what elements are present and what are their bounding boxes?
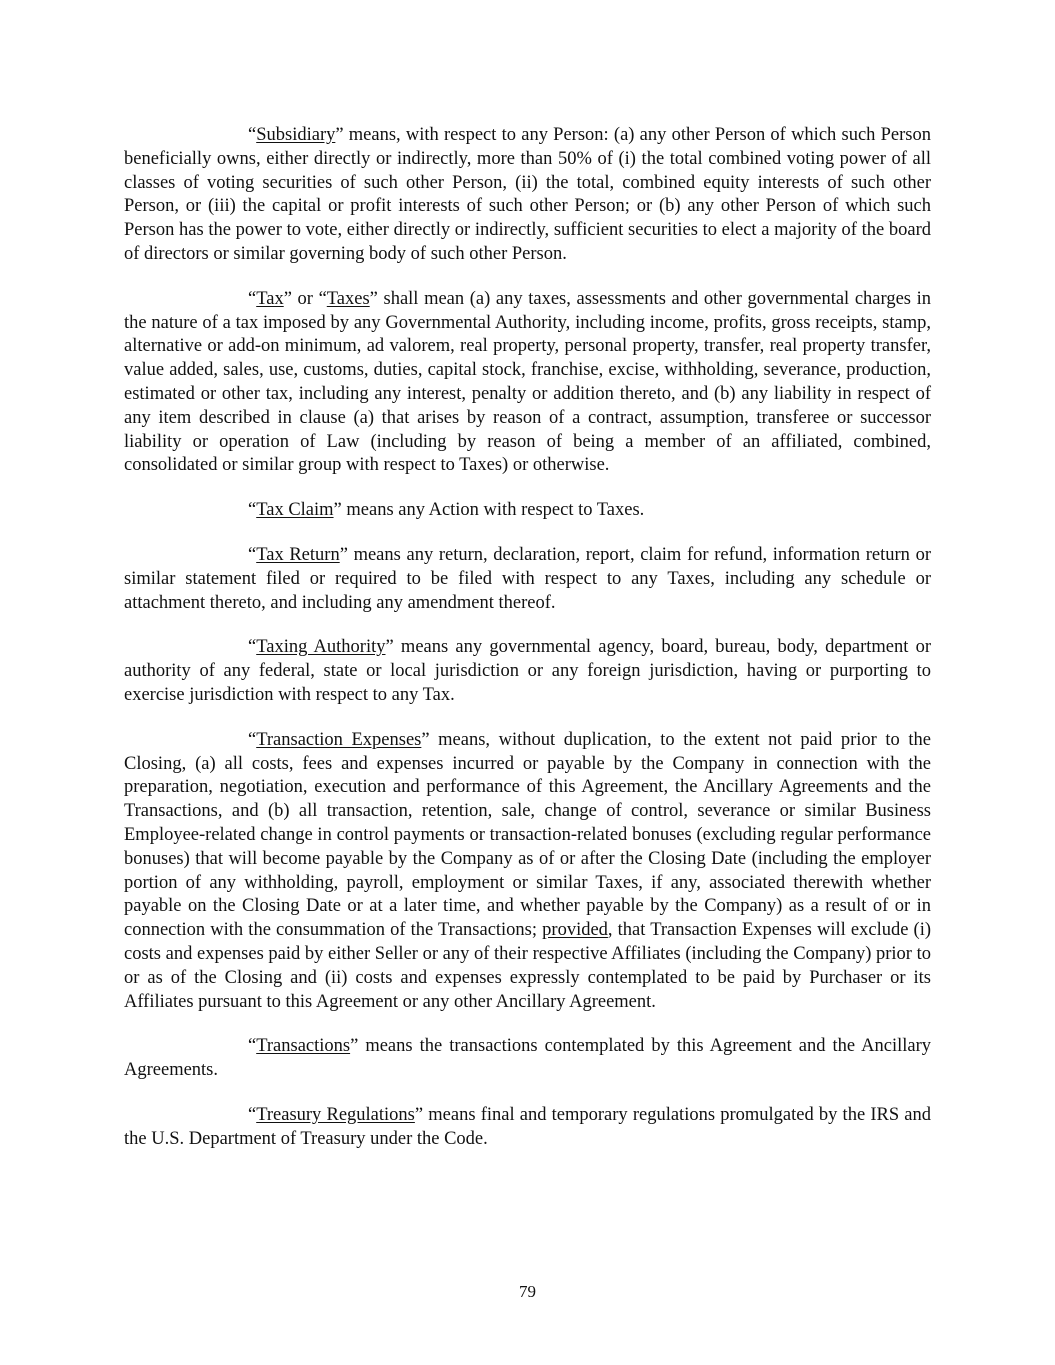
document-page (124, 124, 931, 1172)
open-quote: “ (248, 729, 257, 750)
open-quote: “ (248, 1104, 257, 1125)
defined-term: Transactions (256, 1036, 351, 1057)
defined-term: Subsidiary (256, 125, 336, 145)
definition-text: ” means any governmental agency, board, bureau, body, department or authority of any federal, state or local jurisdiction or any foreign jurisdiction, having or purporting to exercise jurisdiction with respect to any Tax. (124, 637, 931, 705)
page-number: 79 (519, 1282, 536, 1301)
defined-term: Tax Claim (256, 500, 334, 521)
definition-text: ” means final and temporary regulations promulgated by the IRS and the U.S. Department of Treasury under the Code. (124, 1104, 931, 1149)
definition-transaction-expenses (124, 729, 931, 1015)
definition-subsidiary (124, 124, 931, 267)
definition-taxing-authority (124, 636, 931, 707)
definition-tax-return (124, 544, 931, 615)
definition-text: ” shall mean (a) any taxes, assessments and other governmental charges in the nature of a tax imposed by any Governmental Authority, including income, profits, gross receipts, stamp, alternative or add-on minimum, ad valorem, real property, personal property, transfer, real property transfer, value added, sales, use, customs, duties, capital stock, franchise, excise, withholding, severance, production, estimated or other tax, including any interest, penalty or addition thereto, and (b) any liability in respect of any item described in clause (a) that arises by reason of a contract, assumption, transferee or successor liability or operation of Law (including by reason of being a member of an affiliated, combined, consolidated or similar group with respect to Taxes) or otherwise. (124, 288, 931, 476)
defined-term: Treasury Regulations (256, 1104, 415, 1125)
defined-term: Transaction Expenses (256, 729, 422, 750)
open-quote: “ (248, 288, 257, 309)
definition-treasury-regulations (124, 1104, 931, 1152)
open-quote: “ (248, 637, 257, 658)
open-quote: “ (248, 500, 257, 521)
definition-connector: ” or “ (283, 288, 327, 309)
open-quote: “ (248, 1036, 257, 1057)
open-quote: “ (248, 544, 257, 565)
defined-term: Taxing Authority (256, 637, 386, 658)
definition-text: ” means, with respect to any Person: (a) any other Person of which such Person beneficially owns, either directly or indirectly, more than 50% of (i) the total combined voting power of all classes of voting securities of such other Person, (ii) the total, combined equity interests of such other Person, or (iii) the capital or profit interests of such other Person; or (b) any other Person of which such Person has the power to vote, either directly or indirectly, sufficient securities to elect a majority of the board of directors or similar governing body of such other Person. (124, 125, 931, 264)
definition-transactions (124, 1035, 931, 1083)
definition-text: ” means any Action with respect to Taxes. (333, 500, 645, 521)
definition-text: ” means, without duplication, to the extent not paid prior to the Closing, (a) all costs, fees and expenses incurred or payable by the Company in connection with the preparation, negotiation, execution and performance of this Agreement, the Ancillary Agreements and the Transactions, and (b) all transaction, retention, sale, change of control, severance or similar Business Employee-related change in control payments or transaction-related bonuses (excluding regular performance bonuses) that will become payable by the Company as of or after the Closing Date (including the employer portion of any withholding, payroll, employment or similar Taxes, if any, associated therewith whether payable on the Closing Date or at a later time, and whether payable by the Company) as a result of or in connection with the consummation of the Transactions; (124, 729, 931, 941)
proviso-term: provided (542, 920, 608, 941)
definition-tax-claim (124, 499, 931, 523)
definition-text-tail: , that Transaction Expenses will exclude (i) costs and expenses paid by either Seller or any of their respective Affiliates (including the Company) prior to or as of the Closing and (ii) costs and expenses expressly contemplated to be paid by Purchaser or its Affiliates pursuant to this Agreement or any other Ancillary Agreement. (124, 920, 932, 1012)
definition-text: ” means the transactions contemplated by this Agreement and the Ancillary Agreements. (124, 1036, 931, 1081)
defined-term: Tax (256, 288, 284, 309)
defined-term-alt: Taxes (326, 288, 370, 309)
open-quote: “ (248, 125, 257, 145)
defined-term: Tax Return (256, 544, 340, 565)
definition-tax (124, 288, 931, 478)
definition-text: ” means any return, declaration, report, claim for refund, information return or similar statement filed or required to be filed with respect to any Taxes, including any schedule or attachment thereto, and including any amendment thereof. (124, 544, 931, 613)
